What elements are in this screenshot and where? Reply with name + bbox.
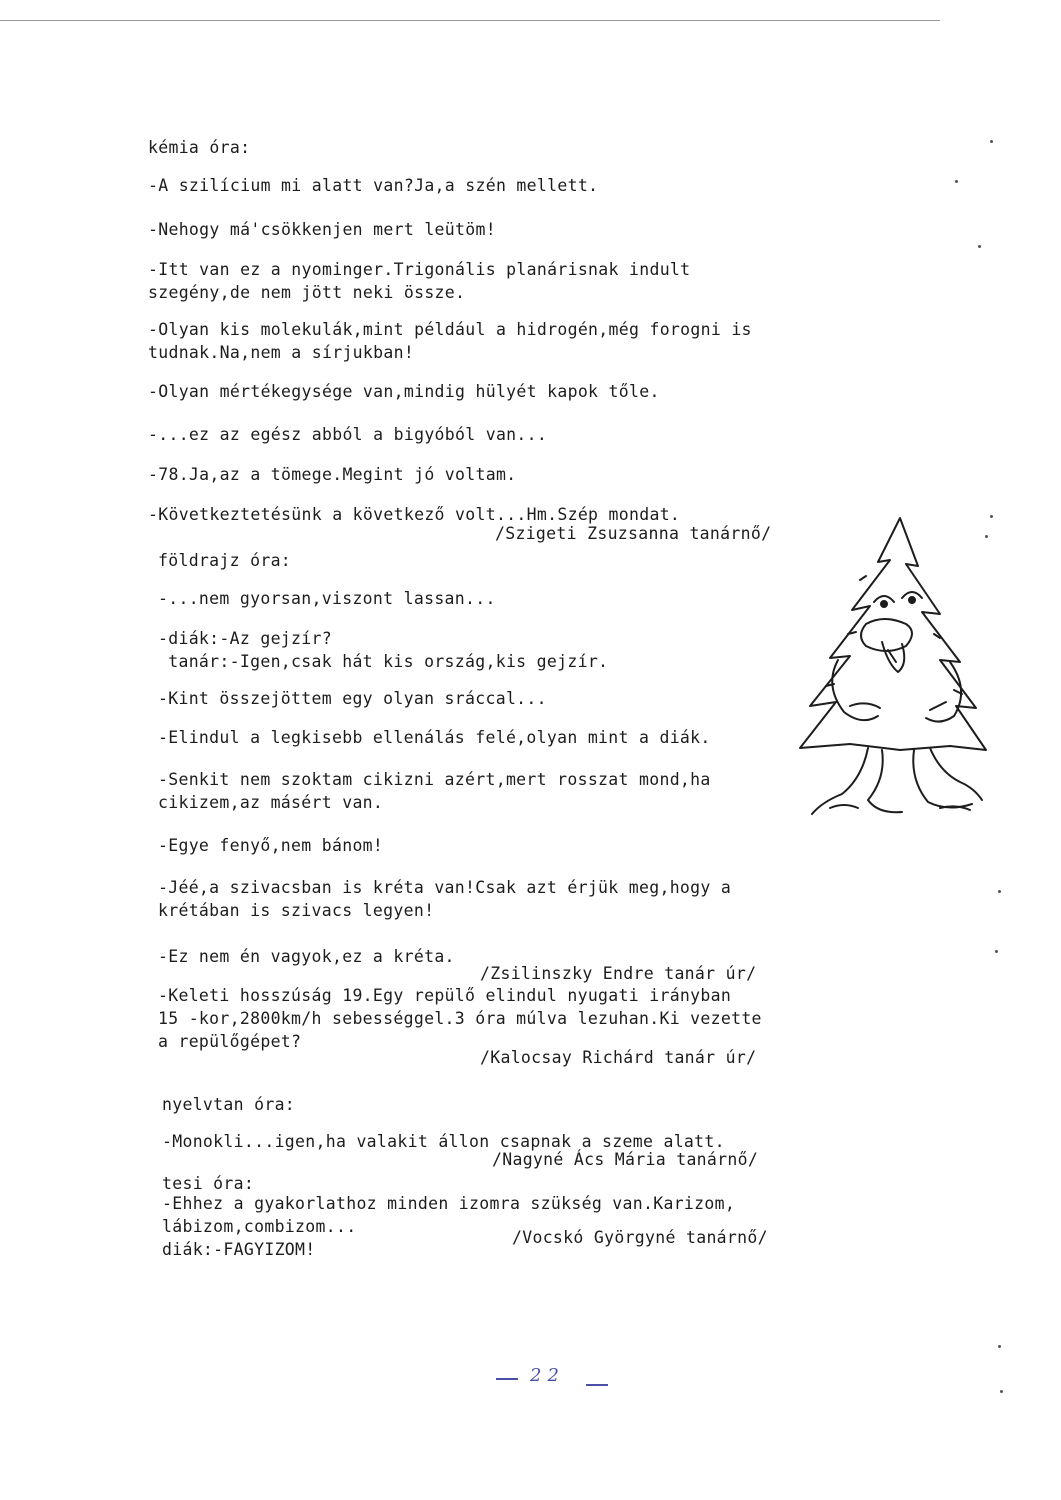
signature-kemia: /Szigeti Zsuzsanna tanárnő/ xyxy=(495,524,772,543)
scan-speck xyxy=(985,535,988,538)
quote-foldrajz-8: -Ez nem én vagyok,ez a kréta. xyxy=(158,947,455,966)
heading-tesi: tesi óra: xyxy=(162,1174,255,1193)
top-rule xyxy=(0,20,940,21)
quote-foldrajz-2: -diák:-Az gejzír? tanár:-Igen,csak hát kis ország,kis gejzír. xyxy=(158,629,609,671)
quote-foldrajz-4: -Elindul a legkisebb ellenálás felé,olyan mint a diák. xyxy=(158,728,711,747)
scan-speck xyxy=(998,1345,1001,1348)
heading-kemia: kémia óra: xyxy=(148,138,251,157)
signature-foldrajz-extra: /Kalocsay Richárd tanár úr/ xyxy=(480,1048,757,1067)
scan-speck xyxy=(995,950,998,953)
page-number: 22 xyxy=(530,1365,565,1386)
quote-foldrajz-1: -...nem gyorsan,viszont lassan... xyxy=(158,589,496,608)
quote-kemia-8: -Következtetésünk a következő volt...Hm.Szép mondat. xyxy=(148,505,681,524)
scan-speck xyxy=(990,140,993,143)
heading-nyelvtan: nyelvtan óra: xyxy=(162,1095,296,1114)
quote-kemia-6: -...ez az egész abból a bigyóból van... xyxy=(148,425,548,444)
quote-kemia-5: -Olyan mértékegysége van,mindig hülyét kapok tőle. xyxy=(148,382,660,401)
quote-kemia-4: -Olyan kis molekulák,mint például a hidrogén,még forogni is tudnak.Na,nem a sírjukban! xyxy=(148,320,752,362)
quote-foldrajz-3: -Kint összejöttem egy olyan sráccal... xyxy=(158,689,547,708)
signature-foldrajz: /Zsilinszky Endre tanár úr/ xyxy=(480,964,757,983)
quote-foldrajz-7: -Jéé,a szivacsban is kréta van!Csak azt érjük meg,hogy a krétában is szivacs legyen! xyxy=(158,878,732,920)
heading-foldrajz: földrajz óra: xyxy=(158,551,292,570)
scan-speck xyxy=(978,245,981,248)
quote-kemia-1: -A szilícium mi alatt van?Ja,a szén mellett. xyxy=(148,176,599,195)
signature-tesi: /Vocskó Györgyné tanárnő/ xyxy=(512,1228,768,1247)
scan-speck xyxy=(955,180,958,183)
quote-foldrajz-extra: -Keleti hosszúság 19.Egy repülő elindul nyugati irányban 15 -kor,2800km/h sebességgel.3 óra múlva lezuhan.Ki vezette a repülőgépet? xyxy=(158,986,762,1051)
signature-nyelvtan: /Nagyné Ács Mária tanárnő/ xyxy=(492,1150,759,1169)
christmas-tree-cartoon-icon xyxy=(790,510,1000,830)
quote-kemia-3: -Itt van ez a nyominger.Trigonális planárisnak indult szegény,de nem jött neki össze. xyxy=(148,260,691,302)
scan-speck xyxy=(998,890,1001,893)
quote-tesi: -Ehhez a gyakorlathoz minden izomra szükség van.Karizom, lábizom,combizom... diák:-FAGYIZOM! xyxy=(162,1194,736,1259)
quote-foldrajz-5: -Senkit nem szoktam cikizni azért,mert rosszat mond,ha cikizem,az másért van. xyxy=(158,770,711,812)
quote-nyelvtan: -Monokli...igen,ha valakit állon csapnak a szeme alatt. xyxy=(162,1132,725,1151)
quote-foldrajz-6: -Egye fenyő,nem bánom! xyxy=(158,836,384,855)
scan-speck xyxy=(1000,1390,1003,1393)
quote-kemia-7: -78.Ja,az a tömege.Megint jó voltam. xyxy=(148,465,517,484)
scan-speck xyxy=(990,515,993,518)
page-number-dash-right xyxy=(586,1384,608,1386)
quote-kemia-2: -Nehogy má'csökkenjen mert leütöm! xyxy=(148,220,496,239)
page-number-dash-left xyxy=(496,1378,518,1380)
